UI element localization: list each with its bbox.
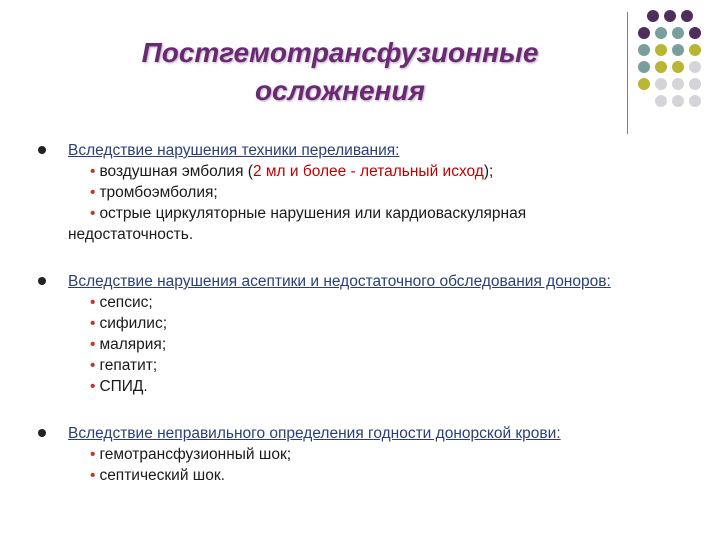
decor-dot	[672, 44, 684, 56]
bullet-dot-icon	[38, 429, 46, 437]
decor-dot	[672, 27, 684, 39]
decor-dot	[655, 44, 667, 56]
section-heading: Вследствие нарушения техники переливания:	[68, 142, 400, 159]
sub-bullet-icon: •	[90, 315, 96, 332]
decor-dot	[672, 61, 684, 73]
bullet-dot-icon	[38, 146, 46, 154]
decorative-dot-grid	[638, 10, 718, 116]
decor-dot	[689, 95, 701, 107]
item-text: сифилис;	[99, 315, 168, 332]
sub-bullet-icon: •	[90, 163, 96, 180]
sub-bullet-icon: •	[90, 378, 96, 395]
decor-dot	[655, 61, 667, 73]
decor-dot	[638, 78, 650, 90]
list-item	[68, 292, 688, 313]
decor-dot	[689, 44, 701, 56]
section-heading: Вследствие нарушения асептики и недостаточного обследования доноров:	[68, 273, 611, 290]
decor-dot	[647, 10, 659, 22]
section-tail-text: недостаточность.	[68, 226, 194, 243]
title-line-2: осложнения	[254, 75, 426, 106]
list-item	[68, 334, 688, 355]
decor-dot	[638, 27, 650, 39]
sub-bullet-icon: •	[90, 467, 96, 484]
bullet-dot-icon	[38, 277, 46, 285]
sub-bullet-icon: •	[90, 294, 96, 311]
section-heading: Вследствие неправильного определения годности донорской крови:	[68, 425, 561, 442]
bullet-section	[38, 140, 688, 245]
sub-bullet-icon: •	[90, 205, 96, 222]
bullet-section	[38, 271, 688, 397]
decor-dot	[638, 44, 650, 56]
sub-bullet-icon: •	[90, 184, 96, 201]
decor-dot	[672, 95, 684, 107]
item-text: малярия;	[99, 336, 167, 353]
slide-content	[38, 140, 688, 486]
bullet-section	[38, 423, 688, 486]
decor-dot	[689, 78, 701, 90]
sub-bullet-icon: •	[90, 357, 96, 374]
decor-dot	[655, 78, 667, 90]
list-item	[68, 203, 688, 224]
item-text: СПИД.	[99, 378, 148, 395]
list-item	[68, 161, 688, 182]
list-item	[68, 182, 688, 203]
item-text: септический шок.	[99, 467, 225, 484]
item-text: гемотрансфузионный шок;	[99, 446, 292, 463]
item-text-end: );	[483, 163, 494, 180]
list-item	[68, 465, 688, 486]
decor-dot	[638, 61, 650, 73]
list-item	[68, 444, 688, 465]
sub-bullet-icon: •	[90, 336, 96, 353]
item-highlight: 2 мл и более - летальный исход	[252, 163, 484, 180]
item-text: воздушная эмболия (	[99, 163, 253, 180]
title-line-1: Постгемотрансфузионные	[141, 37, 539, 68]
decor-dot	[655, 95, 667, 107]
item-text: острые циркуляторные нарушения или кардиоваскулярная	[99, 205, 527, 222]
list-item	[68, 355, 688, 376]
decorative-divider	[627, 12, 628, 134]
item-text: сепсис;	[99, 294, 153, 311]
decor-dot	[655, 27, 667, 39]
item-text: гепатит;	[99, 357, 158, 374]
list-item	[68, 376, 688, 397]
slide-title	[60, 34, 620, 110]
decor-dot	[689, 61, 701, 73]
item-text: тромбоэмболия;	[99, 184, 218, 201]
decor-dot	[672, 78, 684, 90]
list-item	[68, 313, 688, 334]
sub-bullet-icon: •	[90, 446, 96, 463]
decor-dot	[681, 10, 693, 22]
decor-dot	[664, 10, 676, 22]
decor-dot	[689, 27, 701, 39]
